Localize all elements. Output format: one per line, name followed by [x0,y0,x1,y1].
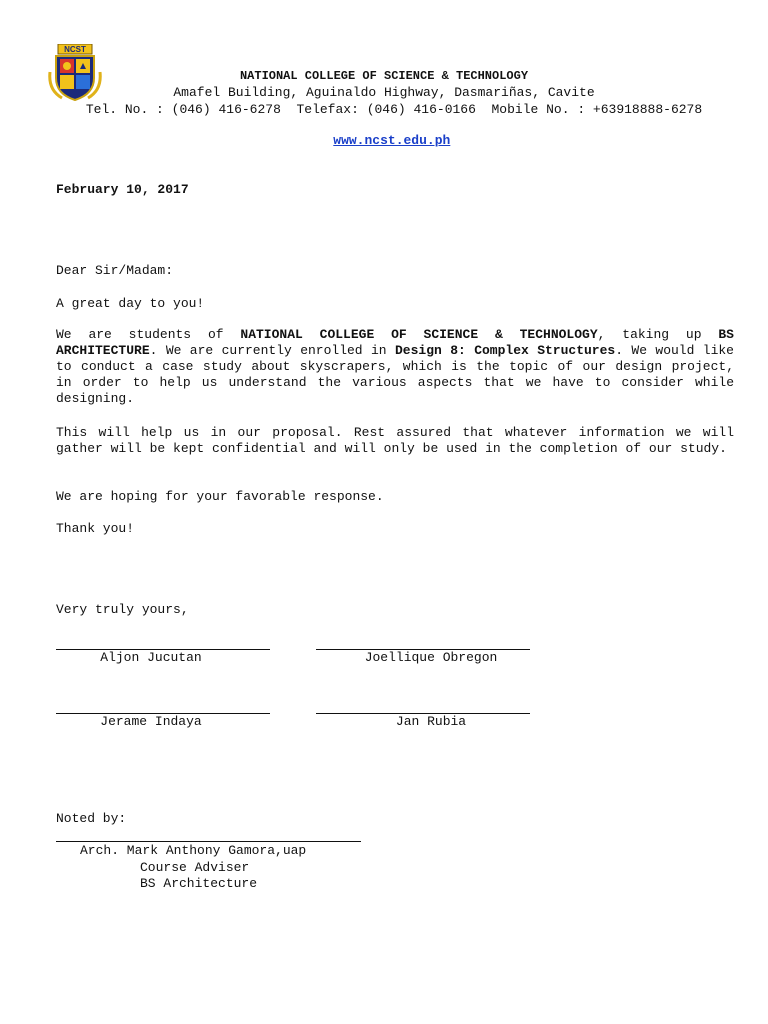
logo-text: NCST [64,45,86,54]
adviser-program: BS Architecture [140,876,258,891]
closing: Very truly yours, [56,602,189,617]
greeting: A great day to you! [56,296,205,311]
school-contact: Tel. No. : (046) 416-6278 Telefax: (046) 416-0166 Mobile No. : +63918888-6278 [85,102,703,117]
letter-date: February 10, 2017 [56,182,189,197]
body-paragraph-2: This will help us in our proposal. Rest assured that whatever information we will gather will be kept confidential and will only be used in the completion of our study. [56,425,734,456]
school-name: NATIONAL COLLEGE OF SCIENCE & TECHNOLOGY [239,69,529,83]
thank-you: Thank you! [56,521,135,536]
salutation: Dear Sir/Madam: [56,263,174,278]
body-paragraph-3: We are hoping for your favorable response. [56,489,384,504]
school-address: Amafel Building, Aguinaldo Highway, Dasmariñas, Cavite [173,85,595,100]
adviser-title: Course Adviser [140,860,250,875]
signatory-name: Jerame Indaya [100,714,202,729]
adviser-name: Arch. Mark Anthony Gamora,uap [80,843,307,858]
adviser-signature-line [56,841,361,842]
noted-by-label: Noted by: [56,811,127,826]
signatory-name: Jan Rubia [395,714,467,729]
body-paragraph-1: We are students of NATIONAL COLLEGE OF SCIENCE & TECHNOLOGY, taking up BS ARCHITECTURE. We are currently enrolled in Design 8: Complex Structures. We would like to conduct a case study about skyscrapers, which is the topic of our design project, in order to help us understand the various aspects that we have to consider while designing. [56,327,734,406]
website-link[interactable]: www.ncst.edu.ph [333,133,451,148]
signatory-name: Aljon Jucutan [100,650,202,665]
signatory-name: Joellique Obregon [364,650,498,665]
